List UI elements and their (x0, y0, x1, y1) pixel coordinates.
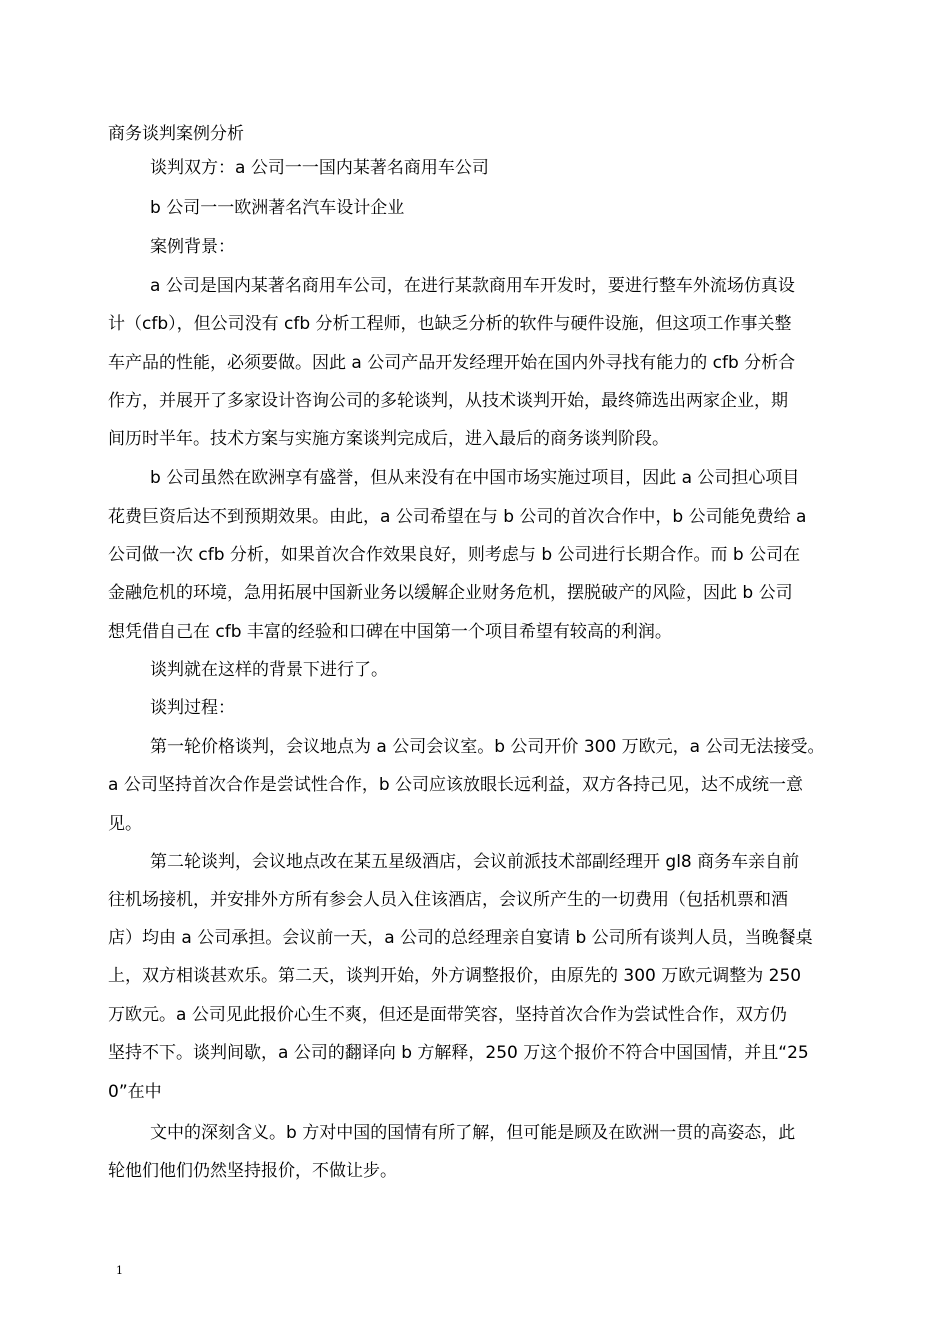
page-number: 1 (116, 1264, 123, 1277)
party-line: 谈判双方：a 公司一一国内某著名商用车公司 (150, 158, 489, 178)
paragraph-line: 公司做一次 cfb 分析，如果首次合作效果良好，则考虑与 b 公司进行长期合作。而 b 公司在 (108, 545, 801, 565)
party-line: b 公司一一欧洲著名汽车设计企业 (150, 198, 405, 218)
paragraph-line: 车产品的性能，必须要做。因此 a 公司产品开发经理开始在国内外寻找有能力的 cfb 分析合 (108, 353, 796, 373)
paragraph-line: 万欧元。a 公司见此报价心生不爽，但还是面带笑容，坚持首次合作为尝试性合作，双方仍 (108, 1005, 787, 1025)
paragraph-line: 轮他们他们仍然坚持报价，不做让步。 (108, 1161, 397, 1181)
paragraph-line: 上，双方相谈甚欢乐。第二天，谈判开始，外方调整报价，由原先的 300 万欧元调整为 250 (108, 966, 802, 986)
paragraph-line: 往机场接机，并安排外方所有参会人员入住该酒店，会议所产生的一切费用（包括机票和酒 (108, 890, 788, 910)
document-title: 商务谈判案例分析 (108, 124, 244, 144)
paragraph-line: a 公司是国内某著名商用车公司，在进行某款商用车开发时，要进行整车外流场仿真设 (150, 276, 795, 296)
paragraph-line: 第二轮谈判，会议地点改在某五星级酒店，会议前派技术部副经理开 gl8 商务车亲自前 (150, 852, 800, 872)
paragraph-line: 0”在中 (108, 1082, 162, 1102)
section-heading: 谈判过程： (150, 698, 235, 718)
paragraph-line: 花费巨资后达不到预期效果。由此，a 公司希望在与 b 公司的首次合作中，b 公司能免费给 a (108, 507, 807, 527)
paragraph-line: 坚持不下。谈判间歇，a 公司的翻译向 b 方解释，250 万这个报价不符合中国国情，并且“25 (108, 1043, 809, 1063)
paragraph-line: 第一轮价格谈判，会议地点为 a 公司会议室。b 公司开价 300 万欧元，a 公司无法接受。 (150, 737, 825, 757)
paragraph-line: 计（cfb），但公司没有 cfb 分析工程师，也缺乏分析的软件与硬件设施，但这项工作事关整 (108, 314, 792, 334)
paragraph-line: a 公司坚持首次合作是尝试性合作，b 公司应该放眼长远利益，双方各持己见，达不成统一意 (108, 775, 804, 795)
paragraph-line: 间历时半年。技术方案与实施方案谈判完成后，进入最后的商务谈判阶段。 (108, 429, 669, 449)
paragraph-line: 见。 (108, 814, 142, 834)
section-heading: 案例背景： (150, 237, 235, 257)
paragraph-line: 想凭借自己在 cfb 丰富的经验和口碑在中国第一个项目希望有较高的利润。 (108, 622, 672, 642)
paragraph-line: b 公司虽然在欧洲享有盛誉，但从来没有在中国市场实施过项目，因此 a 公司担心项目 (150, 468, 800, 488)
paragraph-line: 谈判就在这样的背景下进行了。 (150, 660, 388, 680)
paragraph-line: 店）均由 a 公司承担。会议前一天，a 公司的总经理亲自宴请 b 公司所有谈判人员，当晚餐桌 (108, 928, 813, 948)
paragraph-line: 金融危机的环境，急用拓展中国新业务以缓解企业财务危机，摆脱破产的风险，因此 b 公司 (108, 583, 793, 603)
paragraph-line: 作方，并展开了多家设计咨询公司的多轮谈判，从技术谈判开始，最终筛选出两家企业，期 (108, 391, 788, 411)
paragraph-line: 文中的深刻含义。b 方对中国的国情有所了解，但可能是顾及在欧洲一贯的高姿态，此 (150, 1123, 796, 1143)
